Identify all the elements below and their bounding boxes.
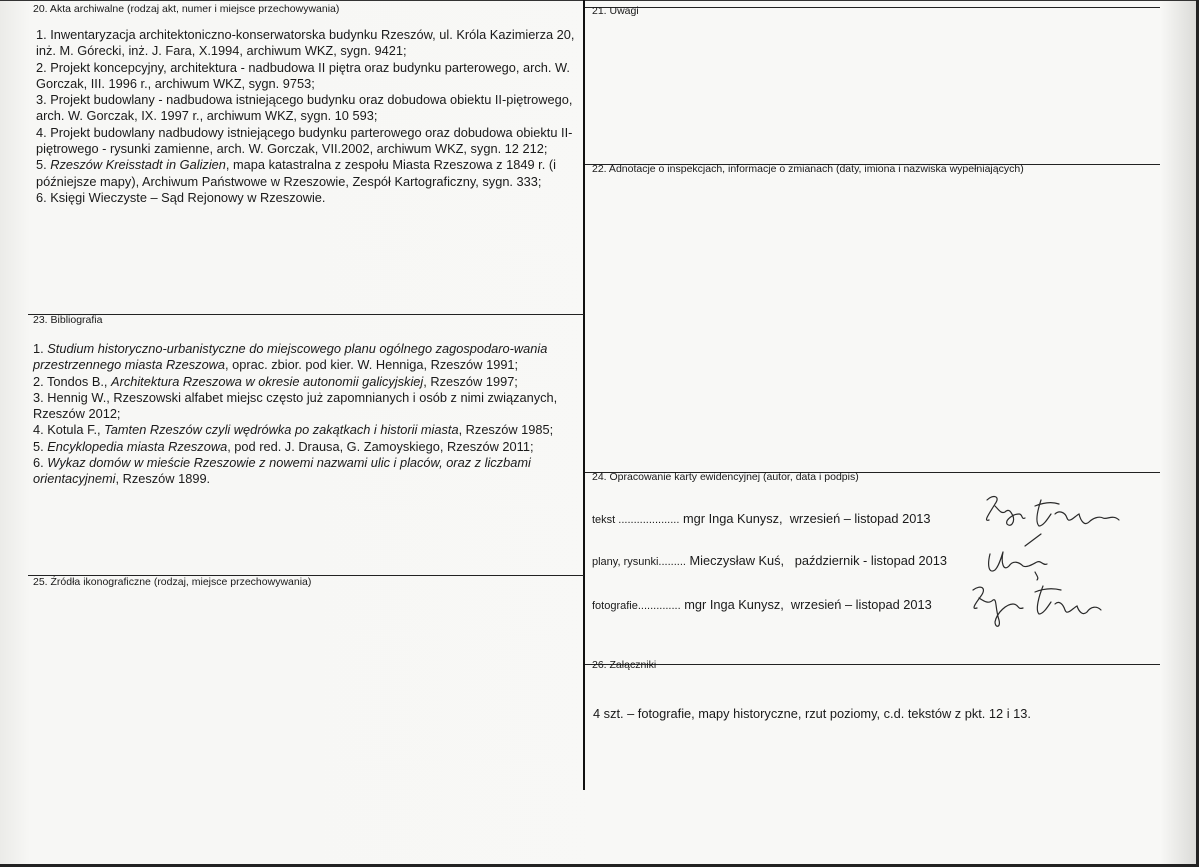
item-prefix: 6. xyxy=(33,455,48,471)
author-row-text xyxy=(592,511,931,526)
list-item xyxy=(33,422,579,438)
section-25-header: 25. Źródła ikonograficzne (rodzaj, miejsce przechowywania) xyxy=(33,576,312,588)
list-item: 3. Projekt budowlany - nadbudowa istniejącego budynku oraz dobudowa obiektu II-piętrowego, arch. W. Gorczak, IX. 1997 r., archiwum WKZ, sygn. 10 593; xyxy=(36,92,573,124)
item-prefix: 5. xyxy=(36,157,51,173)
signature-inga-kunysz-2 xyxy=(965,580,1105,637)
list-item xyxy=(36,157,582,190)
author-row-drawings xyxy=(592,553,947,568)
item-title: Architektura Rzeszowa w okresie autonomii galicyjskiej xyxy=(111,373,424,389)
divider-24-26 xyxy=(585,664,1160,665)
item-details: , Rzeszów 1899. xyxy=(115,471,211,487)
row-label: fotografie.............. xyxy=(592,600,681,612)
section-21-header: 21. Uwagi xyxy=(592,5,639,17)
section-23-header: 23. Bibliografia xyxy=(33,314,103,326)
list-item: 2. Projekt koncepcyjny, architektura - nadbudowa II piętra oraz budynku parterowego, arch. W. Gorczak, III. 1996 r., archiwum WKZ, sygn. 9753; xyxy=(36,59,570,91)
archive-records-list xyxy=(36,27,582,206)
item-title: Studium historyczno-urbanistyczne do miejscowego planu ogólnego zagospodaro-wania przestrzennego miasta Rzeszowa xyxy=(33,341,548,373)
author-date: wrzesień – listopad 2013 xyxy=(790,597,932,612)
author-name: Mieczysław Kuś, xyxy=(689,553,785,568)
list-item xyxy=(33,439,579,455)
list-item: 3. Hennig W., Rzeszowski alfabet miejsc często już zapomnianych i osób z nimi związanych, Rzeszów 2012; xyxy=(33,389,558,422)
item-title: Rzeszów Kreisstadt in Galizien xyxy=(50,157,226,173)
section-20-header: 20. Akta archiwalne (rodzaj akt, numer i miejsce przechowywania) xyxy=(33,3,340,15)
divider-21-top xyxy=(585,7,1160,8)
bibliography-list xyxy=(33,341,579,488)
author-row-photos xyxy=(592,597,932,612)
item-title: Wykaz domów w mieście Rzeszowie z nowemi nazwami ulic i placów, oraz z liczbami orientacyjnemi xyxy=(33,455,531,487)
list-item xyxy=(33,374,579,390)
item-title: Tamten Rzeszów czyli wędrówka po zakątkach i historii miasta xyxy=(104,422,459,438)
author-name: mgr Inga Kunysz, xyxy=(682,511,783,526)
item-details: , Rzeszów 1997; xyxy=(423,373,518,389)
column-divider xyxy=(583,0,585,790)
row-label: tekst .................... xyxy=(592,514,680,526)
list-item: 6. Księgi Wieczyste – Sąd Rejonowy w Rzeszowie. xyxy=(36,189,326,205)
item-prefix: 5. xyxy=(33,438,48,454)
item-prefix: 4. Kotula F., xyxy=(33,422,105,438)
item-prefix: 1. xyxy=(33,341,48,356)
item-details: , pod red. J. Drausa, G. Zamoyskiego, Rzeszów 2011; xyxy=(227,438,534,454)
section-26-header: 26. Załączniki xyxy=(592,659,657,671)
item-details: , oprac. zbior. pod kier. W. Henniga, Rzeszów 1991; xyxy=(225,357,519,373)
item-details: , mapa katastralna z zespołu Miasta Rzeszowa z 1849 r. (i późniejsze mapy), Archiwum Państwowe w Rzeszowie, Zespół Kartograficzny, sygn. 333; xyxy=(36,157,556,189)
list-item: 1. Inwentaryzacja architektoniczno-konserwatorska budynku Rzeszów, ul. Króla Kazimierza 20, inż. M. Górecki, inż. J. Fara, X.1994, archiwum WKZ, sygn. 9421; xyxy=(36,27,575,59)
author-date: październik - listopad 2013 xyxy=(794,553,947,568)
author-name: mgr Inga Kunysz, xyxy=(684,597,784,612)
divider-20-23 xyxy=(28,314,584,315)
section-22-header: 22. Adnotacje o inspekcjach, informacje o zmianach (daty, imiona i nazwiska wypełniających) xyxy=(592,163,1024,175)
author-date: wrzesień – listopad 2013 xyxy=(789,511,931,526)
item-details: , Rzeszów 1985; xyxy=(458,422,554,438)
item-title: Encyklopedia miasta Rzeszowa xyxy=(47,438,228,454)
attachments-text: 4 szt. – fotografie, mapy historyczne, rzut poziomy, c.d. tekstów z pkt. 12 i 13. xyxy=(593,706,1031,721)
item-prefix: 2. Tondos B., xyxy=(33,373,112,389)
row-label: plany, rysunki......... xyxy=(592,556,686,568)
list-item xyxy=(33,455,579,488)
page-edge-top xyxy=(0,0,1199,1)
signature-mieczyslaw-kus xyxy=(985,532,1055,587)
list-item: 4. Projekt budowlany nadbudowy istniejącego budynku parterowego oraz dobudowa obiektu II-piętrowego - rysunki zamienne, arch. W. Gorczak, VII.2002, archiwum WKZ, sygn. 12 212; xyxy=(36,124,573,157)
section-24-header: 24. Opracowanie karty ewidencyjnej (autor, data i podpis) xyxy=(592,471,859,483)
list-item xyxy=(33,341,579,374)
